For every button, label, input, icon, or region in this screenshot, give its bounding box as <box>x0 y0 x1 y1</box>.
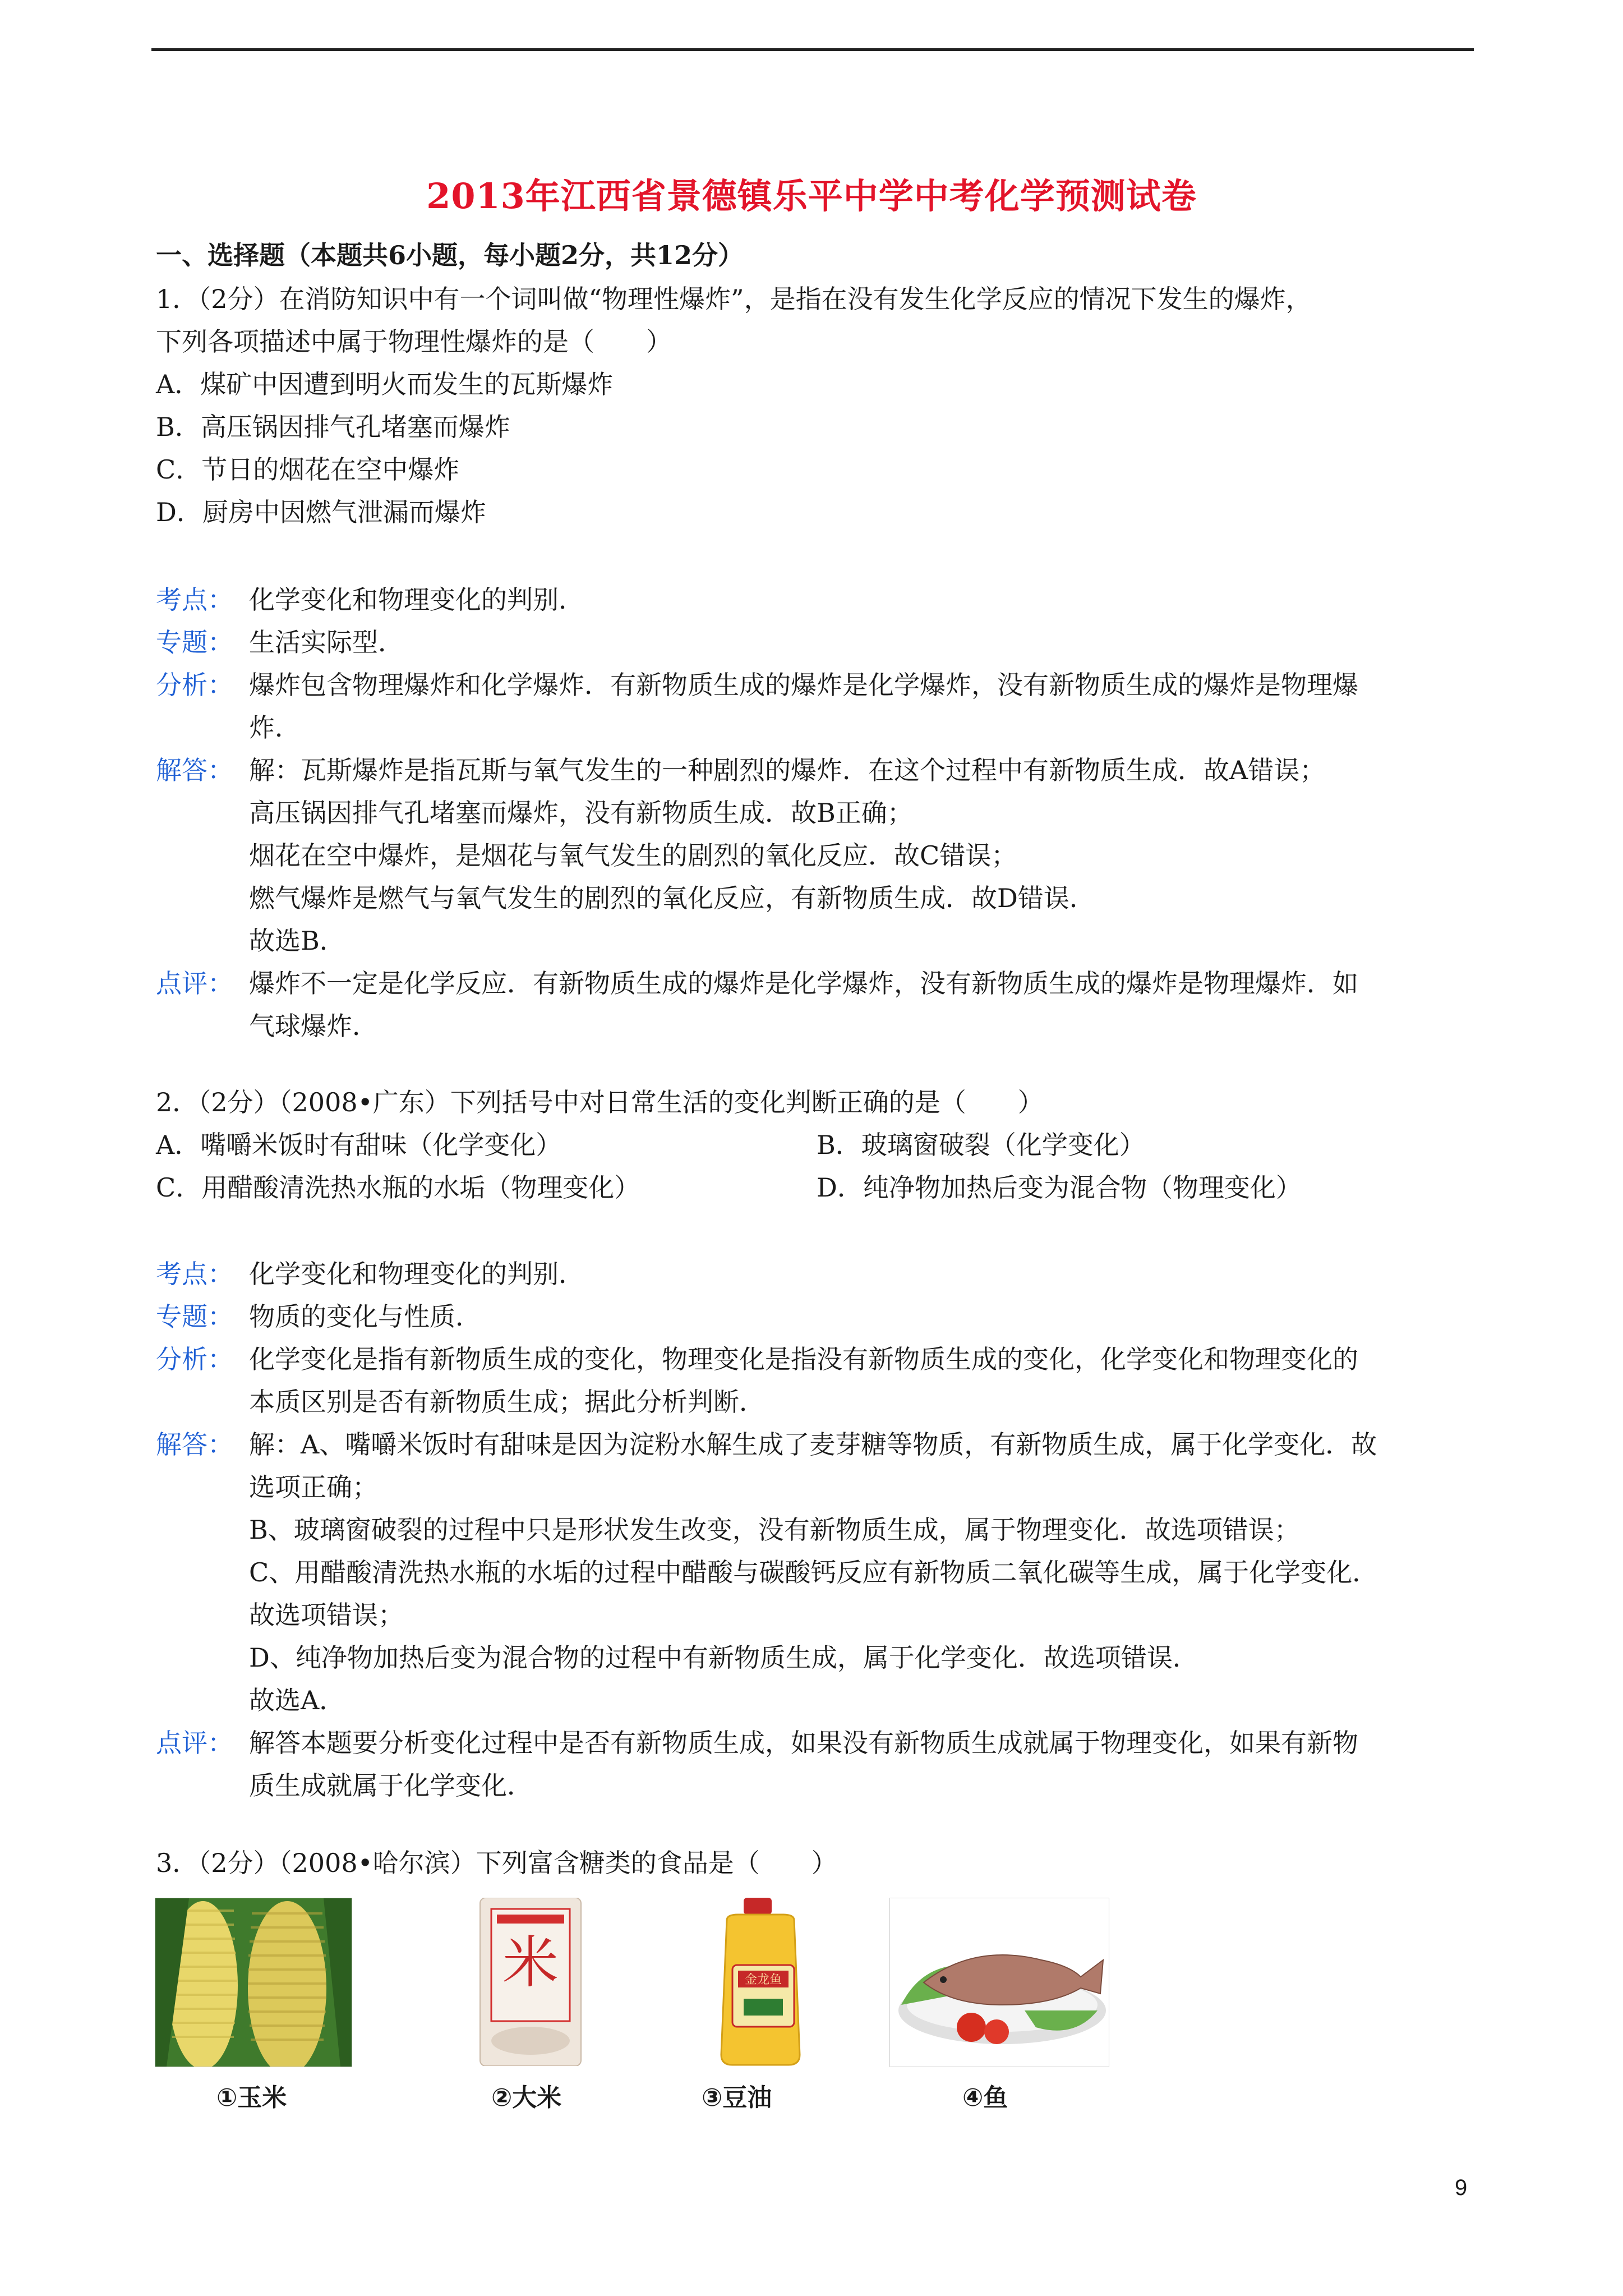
q1-dianping-line1: 爆炸不一定是化学反应．有新物质生成的爆炸是化学爆炸，没有新物质生成的爆炸是物理爆炸．如 <box>249 968 1358 999</box>
q2-jieda-line2: 选项正确； <box>249 1472 378 1502</box>
caption-rice: ②大米 <box>491 2083 562 2112</box>
q3-food-images <box>155 1898 1142 2111</box>
q2-stem: 2．（2分）（2008•广东）下列括号中对日常生活的变化判断正确的是（ ） <box>156 1087 1044 1117</box>
oil-label-text: 金龙鱼 <box>744 1973 782 1987</box>
q1-kaodian-label: 考点： <box>156 585 233 615</box>
q1-zhuanti-label: 专题： <box>156 627 233 657</box>
q2-jieda-line7: 故选A． <box>249 1685 345 1715</box>
q2-fenxi-label: 分析： <box>156 1344 233 1374</box>
section-title: 一、选择题（本题共6小题，每小题2分，共12分） <box>156 240 744 270</box>
q1-option-c: C．节日的烟花在空中爆炸 <box>156 454 460 485</box>
q2-dianping-label: 点评： <box>156 1728 233 1758</box>
q2-jieda-label: 解答： <box>156 1429 233 1460</box>
q2-jieda-line5: 故选项错误； <box>249 1600 404 1630</box>
caption-corn: ①玉米 <box>216 2083 287 2112</box>
q2-jieda-line3: B、玻璃窗破裂的过程中只是形状发生改变，没有新物质生成，属于物理变化．故选项错误； <box>249 1515 1300 1545</box>
q1-kaodian: 化学变化和物理变化的判别． <box>249 585 584 615</box>
q2-fenxi-line2: 本质区别是否有新物质生成；据此分析判断． <box>249 1387 765 1417</box>
q1-option-a: A．煤矿中因遭到明火而发生的瓦斯爆炸 <box>156 369 614 399</box>
fish-image <box>889 1898 1109 2067</box>
q2-option-c: C．用醋酸清洗热水瓶的水垢（物理变化） <box>156 1172 640 1203</box>
q2-option-a: A．嘴嚼米饭时有甜味（化学变化） <box>156 1130 562 1160</box>
q1-jieda-label: 解答： <box>156 755 233 785</box>
q2-fenxi-line1: 化学变化是指有新物质生成的变化，物理变化是指没有新物质生成的变化，化学变化和物理变化的 <box>249 1344 1358 1374</box>
q2-dianping-line2: 质生成就属于化学变化． <box>249 1770 533 1801</box>
q1-fenxi-line2: 炸． <box>249 712 301 743</box>
q1-zhuanti: 生活实际型． <box>249 627 404 657</box>
caption-oil: ③豆油 <box>702 2083 772 2112</box>
q1-stem-line1: 1．（2分）在消防知识中有一个词叫做“物理性爆炸”，是指在没有发生化学反应的情况下发生的爆炸， <box>156 284 1312 314</box>
rice-bag-image <box>474 1898 587 2066</box>
q2-kaodian: 化学变化和物理变化的判别． <box>249 1259 584 1289</box>
corn-cob-right <box>248 1901 326 2067</box>
q1-option-d: D．厨房中因燃气泄漏而爆炸 <box>156 497 486 527</box>
q2-jieda-line6: D、纯净物加热后变为混合物的过程中有新物质生成，属于化学变化．故选项错误． <box>249 1642 1198 1673</box>
q2-zhuanti-label: 专题： <box>156 1301 233 1332</box>
q2-dianping-line1: 解答本题要分析变化过程中是否有新物质生成，如果没有新物质生成就属于物理变化，如果有新物 <box>249 1728 1358 1758</box>
q1-jieda-line4: 燃气爆炸是燃气与氧气发生的剧烈的氧化反应，有新物质生成．故D错误． <box>249 883 1095 913</box>
q3-stem: 3．（2分）（2008•哈尔滨）下列富含糖类的食品是（ ） <box>156 1848 837 1878</box>
q2-option-d: D．纯净物加热后变为混合物（物理变化） <box>817 1172 1302 1203</box>
q1-jieda-line1: 解：瓦斯爆炸是指瓦斯与氧气发生的一种剧烈的爆炸．在这个过程中有新物质生成．故A错误； <box>249 755 1326 785</box>
rice-bag-char: 米 <box>502 1930 559 1995</box>
q1-fenxi-label: 分析： <box>156 670 233 700</box>
q1-jieda-line5: 故选B． <box>249 926 345 956</box>
q1-dianping-line2: 气球爆炸． <box>249 1011 378 1041</box>
q1-fenxi-line1: 爆炸包含物理爆炸和化学爆炸．有新物质生成的爆炸是化学爆炸，没有新物质生成的爆炸是物理爆 <box>249 670 1358 700</box>
header-rule <box>151 48 1474 51</box>
q1-dianping-label: 点评： <box>156 968 233 999</box>
q2-kaodian-label: 考点： <box>156 1259 233 1289</box>
q2-jieda-line4: C、用醋酸清洗热水瓶的水垢的过程中醋酸与碳酸钙反应有新物质二氧化碳等生成，属于化学变化． <box>249 1557 1378 1588</box>
page-number: 9 <box>1455 2175 1468 2200</box>
q2-zhuanti: 物质的变化与性质． <box>249 1301 481 1332</box>
caption-fish: ④鱼 <box>962 2083 1008 2112</box>
q1-option-b: B．高压锅因排气孔堵塞而爆炸 <box>156 412 510 442</box>
q1-stem-line2: 下列各项描述中属于物理性爆炸的是（ ） <box>156 326 672 357</box>
page-title: 2013年江西省景德镇乐平中学中考化学预测试卷 <box>426 176 1197 217</box>
q2-option-b: B．玻璃窗破裂（化学变化） <box>817 1130 1145 1160</box>
q2-jieda-line1: 解：A、嘴嚼米饭时有甜味是因为淀粉水解生成了麦芽糖等物质，有新物质生成，属于化学变化．故 <box>249 1429 1377 1460</box>
oil-bottle-image <box>704 1898 817 2066</box>
q1-jieda-line2: 高压锅因排气孔堵塞而爆炸，没有新物质生成．故B正确； <box>249 798 913 828</box>
q1-jieda-line3: 烟花在空中爆炸，是烟花与氧气发生的剧烈的氧化反应．故C错误； <box>249 840 1017 871</box>
corn-image <box>155 1898 352 2067</box>
